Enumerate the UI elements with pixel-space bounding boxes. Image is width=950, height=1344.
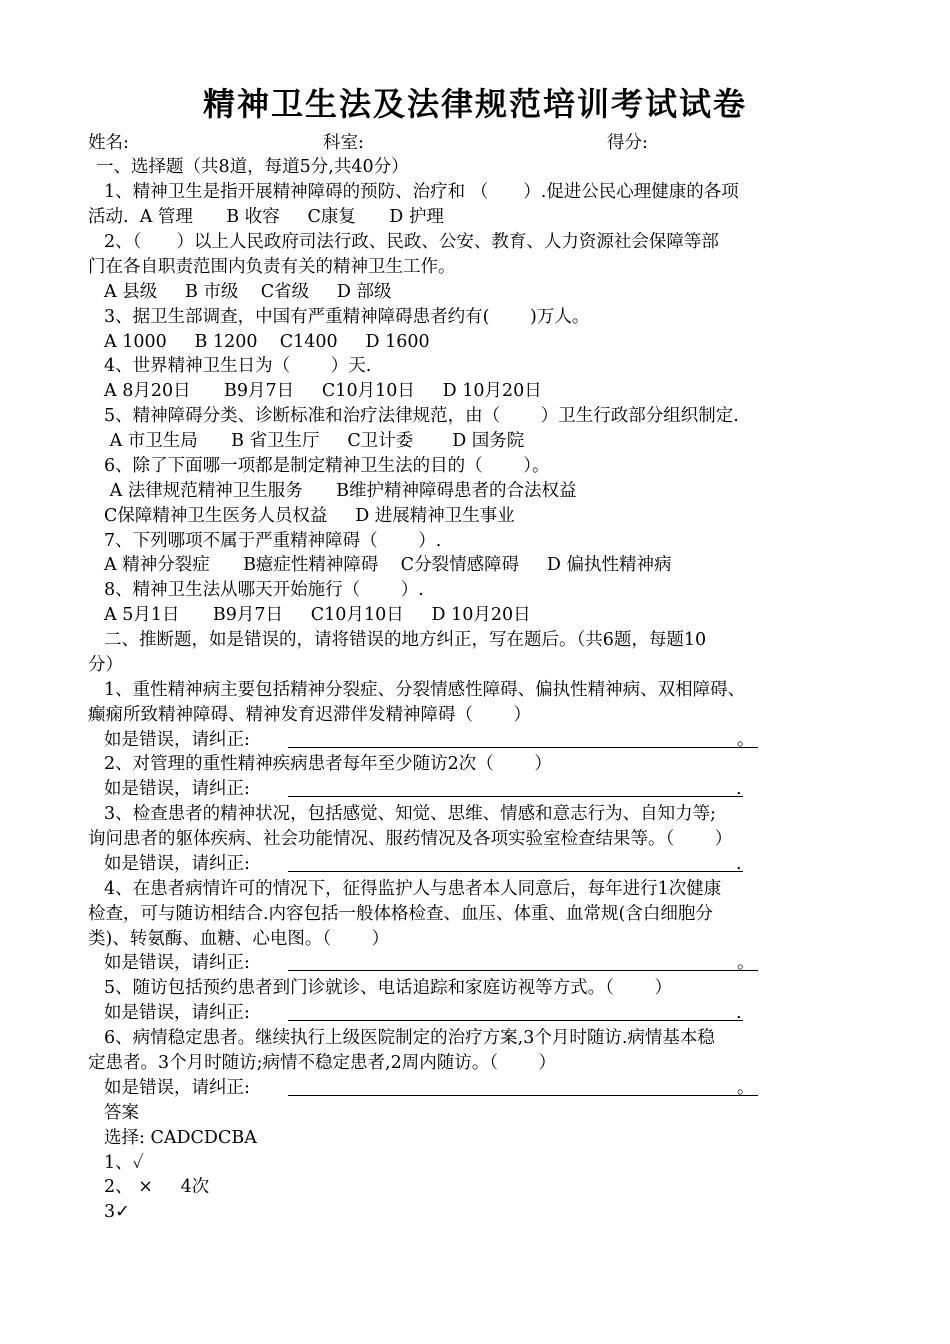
score-label: 得分: (607, 133, 648, 153)
correction-line[interactable] (288, 871, 743, 872)
line-end-mark: . (736, 1003, 742, 1023)
judgment-question-continued: 询问患者的躯体疾病、社会功能情况、服药情况及各项实验室检查结果等。（ ） (88, 829, 733, 849)
question-options: A 县级 B 市级 C省级 D 部级 (104, 282, 392, 302)
judgment-question-continued: 类)、转氨酶、血糖、心电图。（ ） (88, 929, 390, 949)
line-end-mark: . (736, 854, 742, 874)
answers-label: 答案 (104, 1103, 139, 1123)
question-options: A 法律规范精神卫生服务 B维护精神障碍患者的合法权益 (104, 481, 577, 501)
judgment-question: 6、病情稳定患者。继续执行上级医院制定的治疗方案,3个月时随访.病情基本稳 (104, 1028, 715, 1048)
correction-prompt: 如是错误，请纠正: (104, 854, 250, 874)
question-text: 2、（ ）以上人民政府司法行政、民政、公安、教育、人力资源社会保障等部 (104, 232, 719, 252)
correction-line[interactable] (288, 796, 743, 797)
section2-heading-continued: 分） (88, 655, 123, 675)
judgment-question: 4、在患者病情许可的情况下，征得监护人与患者本人同意后，每年进行1次健康 (104, 879, 722, 899)
answer-2: 2、 × 4次 (104, 1177, 210, 1197)
judgment-question-continued: 检查，可与随访相结合.内容包括一般体格检查、血压、体重、血常规(含白细胞分 (88, 904, 713, 924)
correction-prompt: 如是错误，请纠正: (104, 779, 250, 799)
question-options: C保障精神卫生医务人员权益 D 进展精神卫生事业 (104, 506, 515, 526)
judgment-question: 5、随访包括预约患者到门诊就诊、电话追踪和家庭访视等方式。（ ） (104, 978, 672, 998)
question-text: 6、除了下面哪一项都是制定精神卫生法的目的（ ）。 (104, 456, 550, 476)
correction-line[interactable] (288, 747, 758, 748)
question-options: A 8月20日 B9月7日 C10月10日 D 10月20日 (104, 381, 542, 401)
name-label: 姓名: (88, 133, 129, 153)
question-text: 3、据卫生部调查，中国有严重精神障碍患者约有( )万人。 (104, 307, 590, 327)
judgment-question-continued: 癫痫所致精神障碍、精神发育迟滞伴发精神障碍（ ） (88, 705, 532, 725)
section1-heading: 一、选择题（共8道，每道5分,共40分） (96, 157, 409, 177)
question-options: A 市卫生局 B 省卫生厅 C卫计委 D 国务院 (104, 431, 525, 451)
question-options: 活动. A 管理 B 收容 C康复 D 护理 (88, 207, 444, 227)
answer-choice: 选择: CADCDCBA (104, 1128, 257, 1148)
section2-heading: 二、推断题，如是错误的，请将错误的地方纠正，写在题后。（共6题，每题10 (104, 630, 707, 650)
judgment-question-continued: 定患者。3个月时随访;病情不稳定患者,2周内随访。（ ） (88, 1053, 557, 1073)
line-end-mark: 。 (737, 730, 755, 750)
correction-prompt: 如是错误，请纠正: (104, 1003, 250, 1023)
judgment-question: 1、重性精神病主要包括精神分裂症、分裂情感性障碍、偏执性精神病、双相障碍、 (104, 680, 746, 700)
question-options: A 1000 B 1200 C1400 D 1600 (104, 332, 430, 352)
line-end-mark: . (736, 779, 742, 799)
question-text: 5、精神障碍分类、诊断标准和治疗法律规范，由（ ）卫生行政部分组织制定. (104, 406, 739, 426)
correction-prompt: 如是错误，请纠正: (104, 953, 250, 973)
question-text: 1、精神卫生是指开展精神障碍的预防、治疗和 （ ）.促进公民心理健康的各项 (104, 182, 739, 202)
correction-prompt: 如是错误，请纠正: (104, 1078, 250, 1098)
question-options: A 精神分裂症 B癔症性精神障碍 C分裂情感障碍 D 偏执性精神病 (104, 555, 672, 575)
correction-line[interactable] (288, 1020, 743, 1021)
answer-1: 1、✓ (104, 1153, 144, 1173)
exam-title: 精神卫生法及法律规范培训考试试卷 (202, 85, 747, 123)
correction-prompt: 如是错误，请纠正: (104, 730, 250, 750)
judgment-question: 2、对管理的重性精神疾病患者每年至少随访2次（ ） (104, 754, 552, 774)
answer-3: 3✓ (104, 1202, 130, 1222)
line-end-mark: 。 (737, 1078, 755, 1098)
question-text: 4、世界精神卫生日为（ ）天. (104, 356, 372, 376)
correction-line[interactable] (288, 970, 758, 971)
line-end-mark: 。 (737, 953, 755, 973)
question-options: A 5月1日 B9月7日 C10月10日 D 10月20日 (104, 605, 531, 625)
question-text-continued: 门在各自职责范围内负责有关的精神卫生工作。 (88, 257, 456, 277)
department-label: 科室: (323, 133, 364, 153)
question-text: 7、下列哪项不属于严重精神障碍（ ）. (104, 531, 442, 551)
judgment-question: 3、检查患者的精神状况，包括感觉、知觉、思维、情感和意志行为、自知力等; (104, 804, 717, 824)
question-text: 8、精神卫生法从哪天开始施行（ ）. (104, 580, 424, 600)
correction-line[interactable] (288, 1095, 758, 1096)
